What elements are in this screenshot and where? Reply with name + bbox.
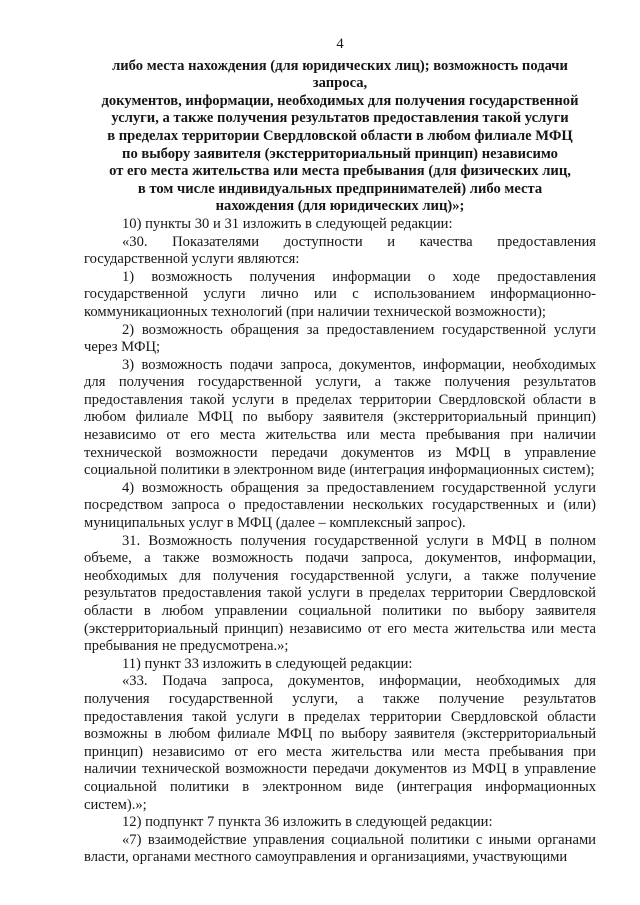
bold-heading-line: в пределах территории Свердловской области в любом филиале МФЦ [107, 127, 573, 144]
paragraph-point-31: 31. Возможность получения государственной услуги в МФЦ в полном объеме, а также возможность подачи запроса, документов, информации, необходимых для получения государственной услуги, а также получение результатов предоставления такой услуги в пределах территории Свердловской области в любом управлении социальной политики по выбору заявителя (экстерриториальный принцип) независимо от его места жительства или места пребывания не предусмотрена.»; [84, 532, 596, 655]
paragraph-point-33: «33. Подача запроса, документов, информации, необходимых для получения государственной услуги, а также получение результатов предоставления такой услуги в пределах территории Свердловской области возможны в любом филиале МФЦ по выбору заявителя (экстерриториальный принцип) независимо от его места жительства или места пребывания при наличии технической возможности передачи документов из МФЦ в управление социальной политики в электронном виде (интеграция информационных систем).»; [84, 673, 596, 813]
paragraph-item-12: 12) подпункт 7 пункта 36 изложить в следующей редакции: [122, 814, 493, 831]
bold-heading [84, 58, 596, 216]
bold-heading-line: нахождения (для юридических лиц)»; [215, 198, 465, 215]
bold-heading-line: по выбору заявителя (экстерриториальный принцип) независимо [122, 145, 558, 162]
paragraph-subpoint-4: 4) возможность обращения за предоставлением государственной услуги посредством запроса о предоставлении нескольких государственных и (или) муниципальных услуг в МФЦ (далее – комплексный запрос). [84, 479, 596, 532]
page-number: 4 [336, 36, 344, 52]
bold-heading-line: документов, информации, необходимых для получения государственной [101, 92, 579, 109]
paragraph-point-30: «30. Показателями доступности и качества предоставления государственной услуги являются: [84, 233, 596, 268]
paragraph-item-11: 11) пункт 33 изложить в следующей редакции: [122, 655, 413, 672]
paragraph-subpoint-7: «7) взаимодействие управления социальной политики с иными органами власти, органами местного самоуправления и организациями, участвующими [84, 831, 596, 866]
paragraph-subpoint-2: 2) возможность обращения за предоставлением государственной услуги через МФЦ; [84, 321, 596, 356]
paragraph-subpoint-3: 3) возможность подачи запроса, документов, информации, необходимых для получения государственной услуги, а также получения результатов предоставления такой услуги в пределах территории Свердловской области в любом филиале МФЦ по выбору заявителя (экстерриториальный принцип) независимо от его места жительства или места пребывания при наличии технической возможности передачи документов из МФЦ в управление социальной политики в электронном виде (интеграция информационных систем); [84, 356, 596, 479]
bold-heading-line: услуги, а также получения результатов предоставления такой услуги [111, 110, 569, 127]
paragraph-item-10: 10) пункты 30 и 31 изложить в следующей редакции: [122, 215, 453, 232]
bold-heading-line: от его места жительства или места пребывания (для физических лиц, [109, 163, 571, 180]
bold-heading-line: в том числе индивидуальных предпринимателей) либо места [137, 180, 543, 197]
bold-heading-line: либо места нахождения (для юридических лиц); возможность подачи запроса, [112, 57, 568, 92]
paragraph-subpoint-1: 1) возможность получения информации о ходе предоставления государственной услуги лично или с использованием информационно-коммуникационных технологий (при наличии технической возможности); [84, 268, 596, 320]
